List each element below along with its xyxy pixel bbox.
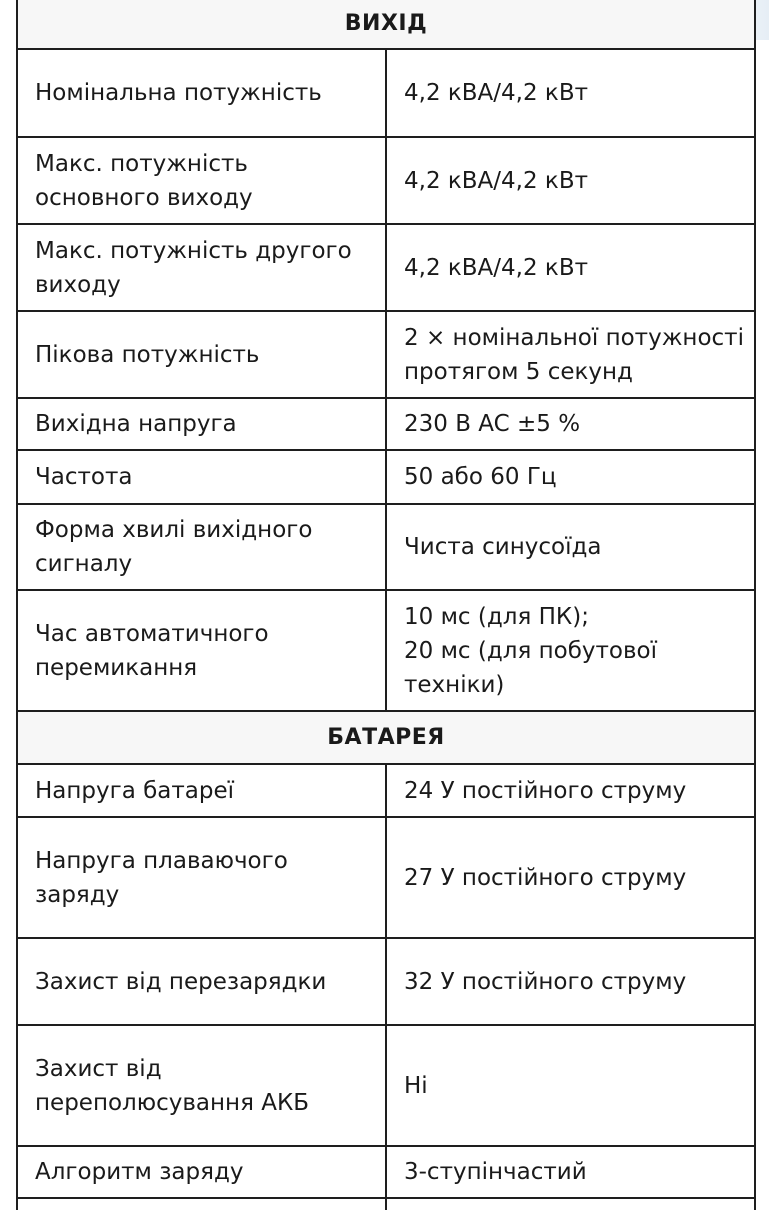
table-row [17, 311, 755, 398]
row-label: Макс. потужність основного виходу [17, 137, 386, 224]
section-header-row [17, 0, 755, 49]
row-label: Захист від переполюсування АКБ [17, 1025, 386, 1146]
row-label: Форма хвилі вихідного сигналу [17, 504, 386, 590]
table-row [17, 1025, 755, 1146]
row-label: Макс. потужність другого виходу [17, 224, 386, 311]
row-value: 4,2 кВА/4,2 кВт [386, 224, 755, 311]
table-row [17, 504, 755, 590]
table-row-partial [17, 1198, 755, 1210]
row-label-empty [17, 1198, 386, 1210]
row-value: 27 У постійного струму [386, 817, 755, 938]
row-value: 10 мс (для ПК); 20 мс (для побутової техніки) [386, 590, 755, 711]
spec-table [16, 0, 756, 1210]
table-row [17, 764, 755, 817]
table-row [17, 398, 755, 450]
row-label: Вихідна напруга [17, 398, 386, 450]
table-row [17, 590, 755, 711]
table-row [17, 817, 755, 938]
row-label: Напруга батареї [17, 764, 386, 817]
row-label: Час автоматичного перемикання [17, 590, 386, 711]
row-value: 3-ступінчастий [386, 1146, 755, 1198]
table-row [17, 450, 755, 504]
section-title-output: ВИХІД [17, 0, 755, 49]
row-label: Напруга плаваючого заряду [17, 817, 386, 938]
table-row [17, 49, 755, 137]
section-title-battery: БАТАРЕЯ [17, 711, 755, 764]
row-value: 50 або 60 Гц [386, 450, 755, 504]
row-label: Частота [17, 450, 386, 504]
row-value: 32 У постійного струму [386, 938, 755, 1025]
table-row [17, 137, 755, 224]
row-value: 2 × номінальної потужності протягом 5 секунд [386, 311, 755, 398]
row-value: Чиста синусоїда [386, 504, 755, 590]
row-label: Захист від перезарядки [17, 938, 386, 1025]
row-value: Ні [386, 1025, 755, 1146]
row-value: 24 У постійного струму [386, 764, 755, 817]
table-row [17, 1146, 755, 1198]
table-row [17, 224, 755, 311]
table-row [17, 938, 755, 1025]
row-value: 230 В AC ±5 % [386, 398, 755, 450]
row-label: Номінальна потужність [17, 49, 386, 137]
row-value-empty [386, 1198, 755, 1210]
row-value: 4,2 кВА/4,2 кВт [386, 137, 755, 224]
row-value: 4,2 кВА/4,2 кВт [386, 49, 755, 137]
section-header-row [17, 711, 755, 764]
row-label: Пікова потужність [17, 311, 386, 398]
row-label: Алгоритм заряду [17, 1146, 386, 1198]
